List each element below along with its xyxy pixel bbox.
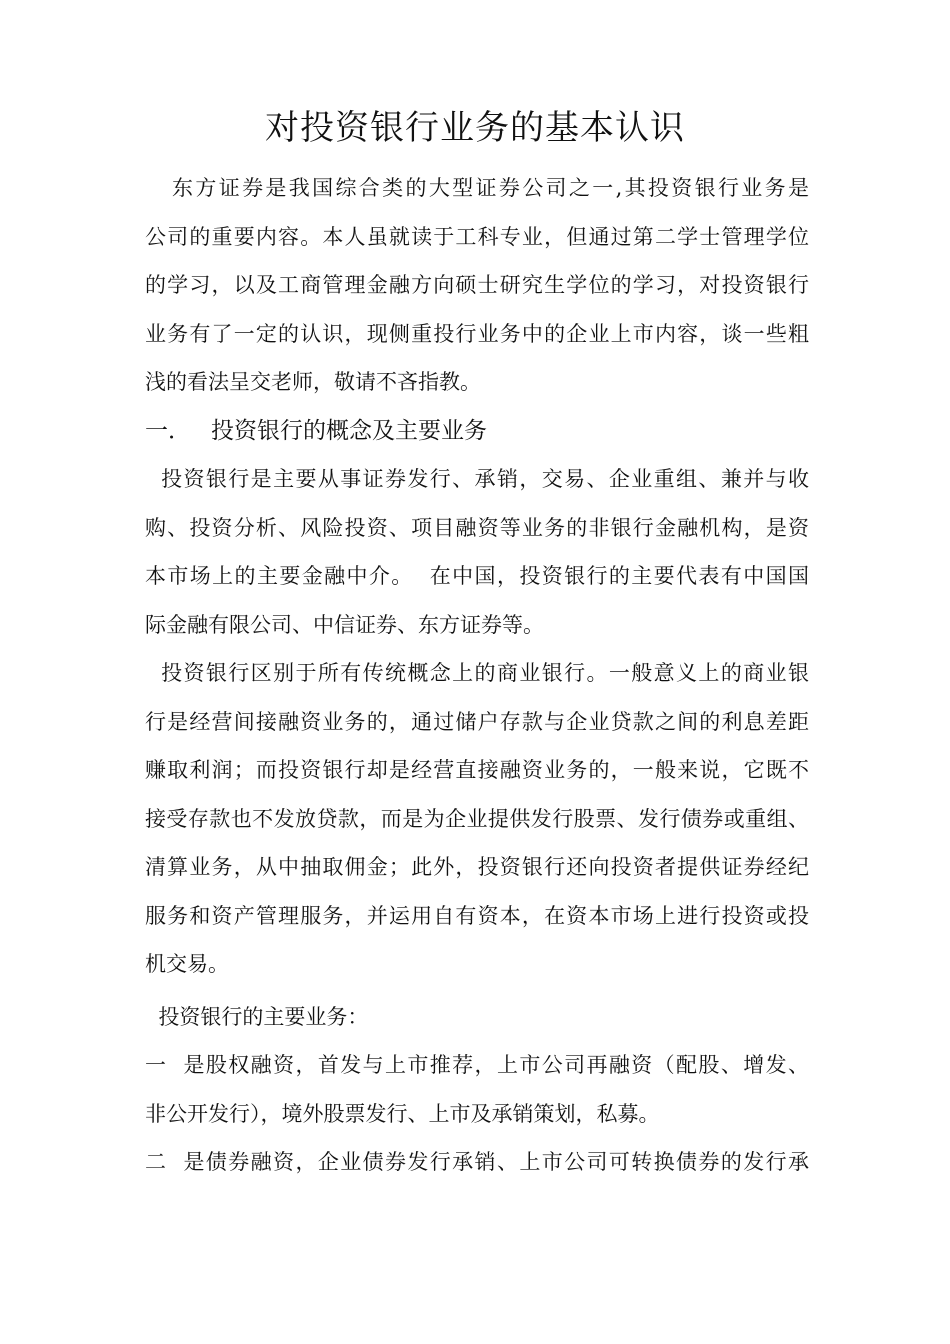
text-line: 际金融有限公司、中信证券、东方证券等。 [145,612,544,637]
text-line: 投资银行区别于所有传统概念上的商业银行。一般意义上的商业银 [145,661,809,685]
document-title: 对投资银行业务的基本认识 [265,108,685,148]
paragraph-equity-financing [145,1041,809,1138]
text-line: 接受存款也不发放贷款，而是为企业提供发行股票、发行债券或重组、 [145,806,809,831]
text-line: 清算业务，从中抽取佣金；此外，投资银行还向投资者提供证券经纪 [145,855,809,879]
paragraph-comparison [145,649,809,989]
intro-paragraph [145,164,809,407]
text-line: 赚取利润；而投资银行却是经营直接融资业务的，一般来说，它既不 [145,758,809,782]
text-line: 业务有了一定的认识，现侧重投行业务中的企业上市内容，谈一些粗 [145,321,809,346]
paragraph-main-business-heading [145,993,809,1042]
text-line: 本市场上的主要金融中介。 在中国，投资银行的主要代表有中国国 [145,564,809,588]
paragraph-bond-financing [145,1138,809,1187]
text-line: 服务和资产管理服务，并运用自有资本，在资本市场上进行投资或投 [145,903,809,928]
text-line: 二 是债券融资，企业债券发行承销、上市公司可转换债券的发行承 [145,1150,809,1174]
text-line: 东方证券是我国综合类的大型证券公司之一,其投资银行业务是 [145,176,809,200]
text-line: 行是经营间接融资业务的，通过储户存款与企业贷款之间的利息差距 [145,709,809,734]
section-number: 一． [145,417,191,444]
text-line: 公司的重要内容。本人虽就读于工科专业，但通过第二学士管理学位 [145,224,809,249]
text-line: 购、投资分析、风险投资、项目融资等业务的非银行金融机构，是资 [145,515,809,540]
section-heading [145,407,809,456]
text-line: 投资银行的主要业务： [145,1004,369,1029]
text-line: 一 是股权融资，首发与上市推荐，上市公司再融资（配股、增发、 [145,1053,809,1077]
text-line: 的学习，以及工商管理金融方向硕士研究生学位的学习，对投资银行 [145,273,809,297]
document-body [145,164,809,1187]
section-title: 投资银行的概念及主要业务 [211,417,487,444]
text-line: 浅的看法呈交老师，敬请不吝指教。 [145,370,481,394]
text-line: 投资银行是主要从事证券发行、承销，交易、企业重组、兼并与收 [145,467,809,491]
paragraph-definition [145,455,809,649]
text-line: 机交易。 [145,952,229,976]
text-line: 非公开发行），境外股票发行、上市及承销策划，私募。 [145,1101,660,1126]
